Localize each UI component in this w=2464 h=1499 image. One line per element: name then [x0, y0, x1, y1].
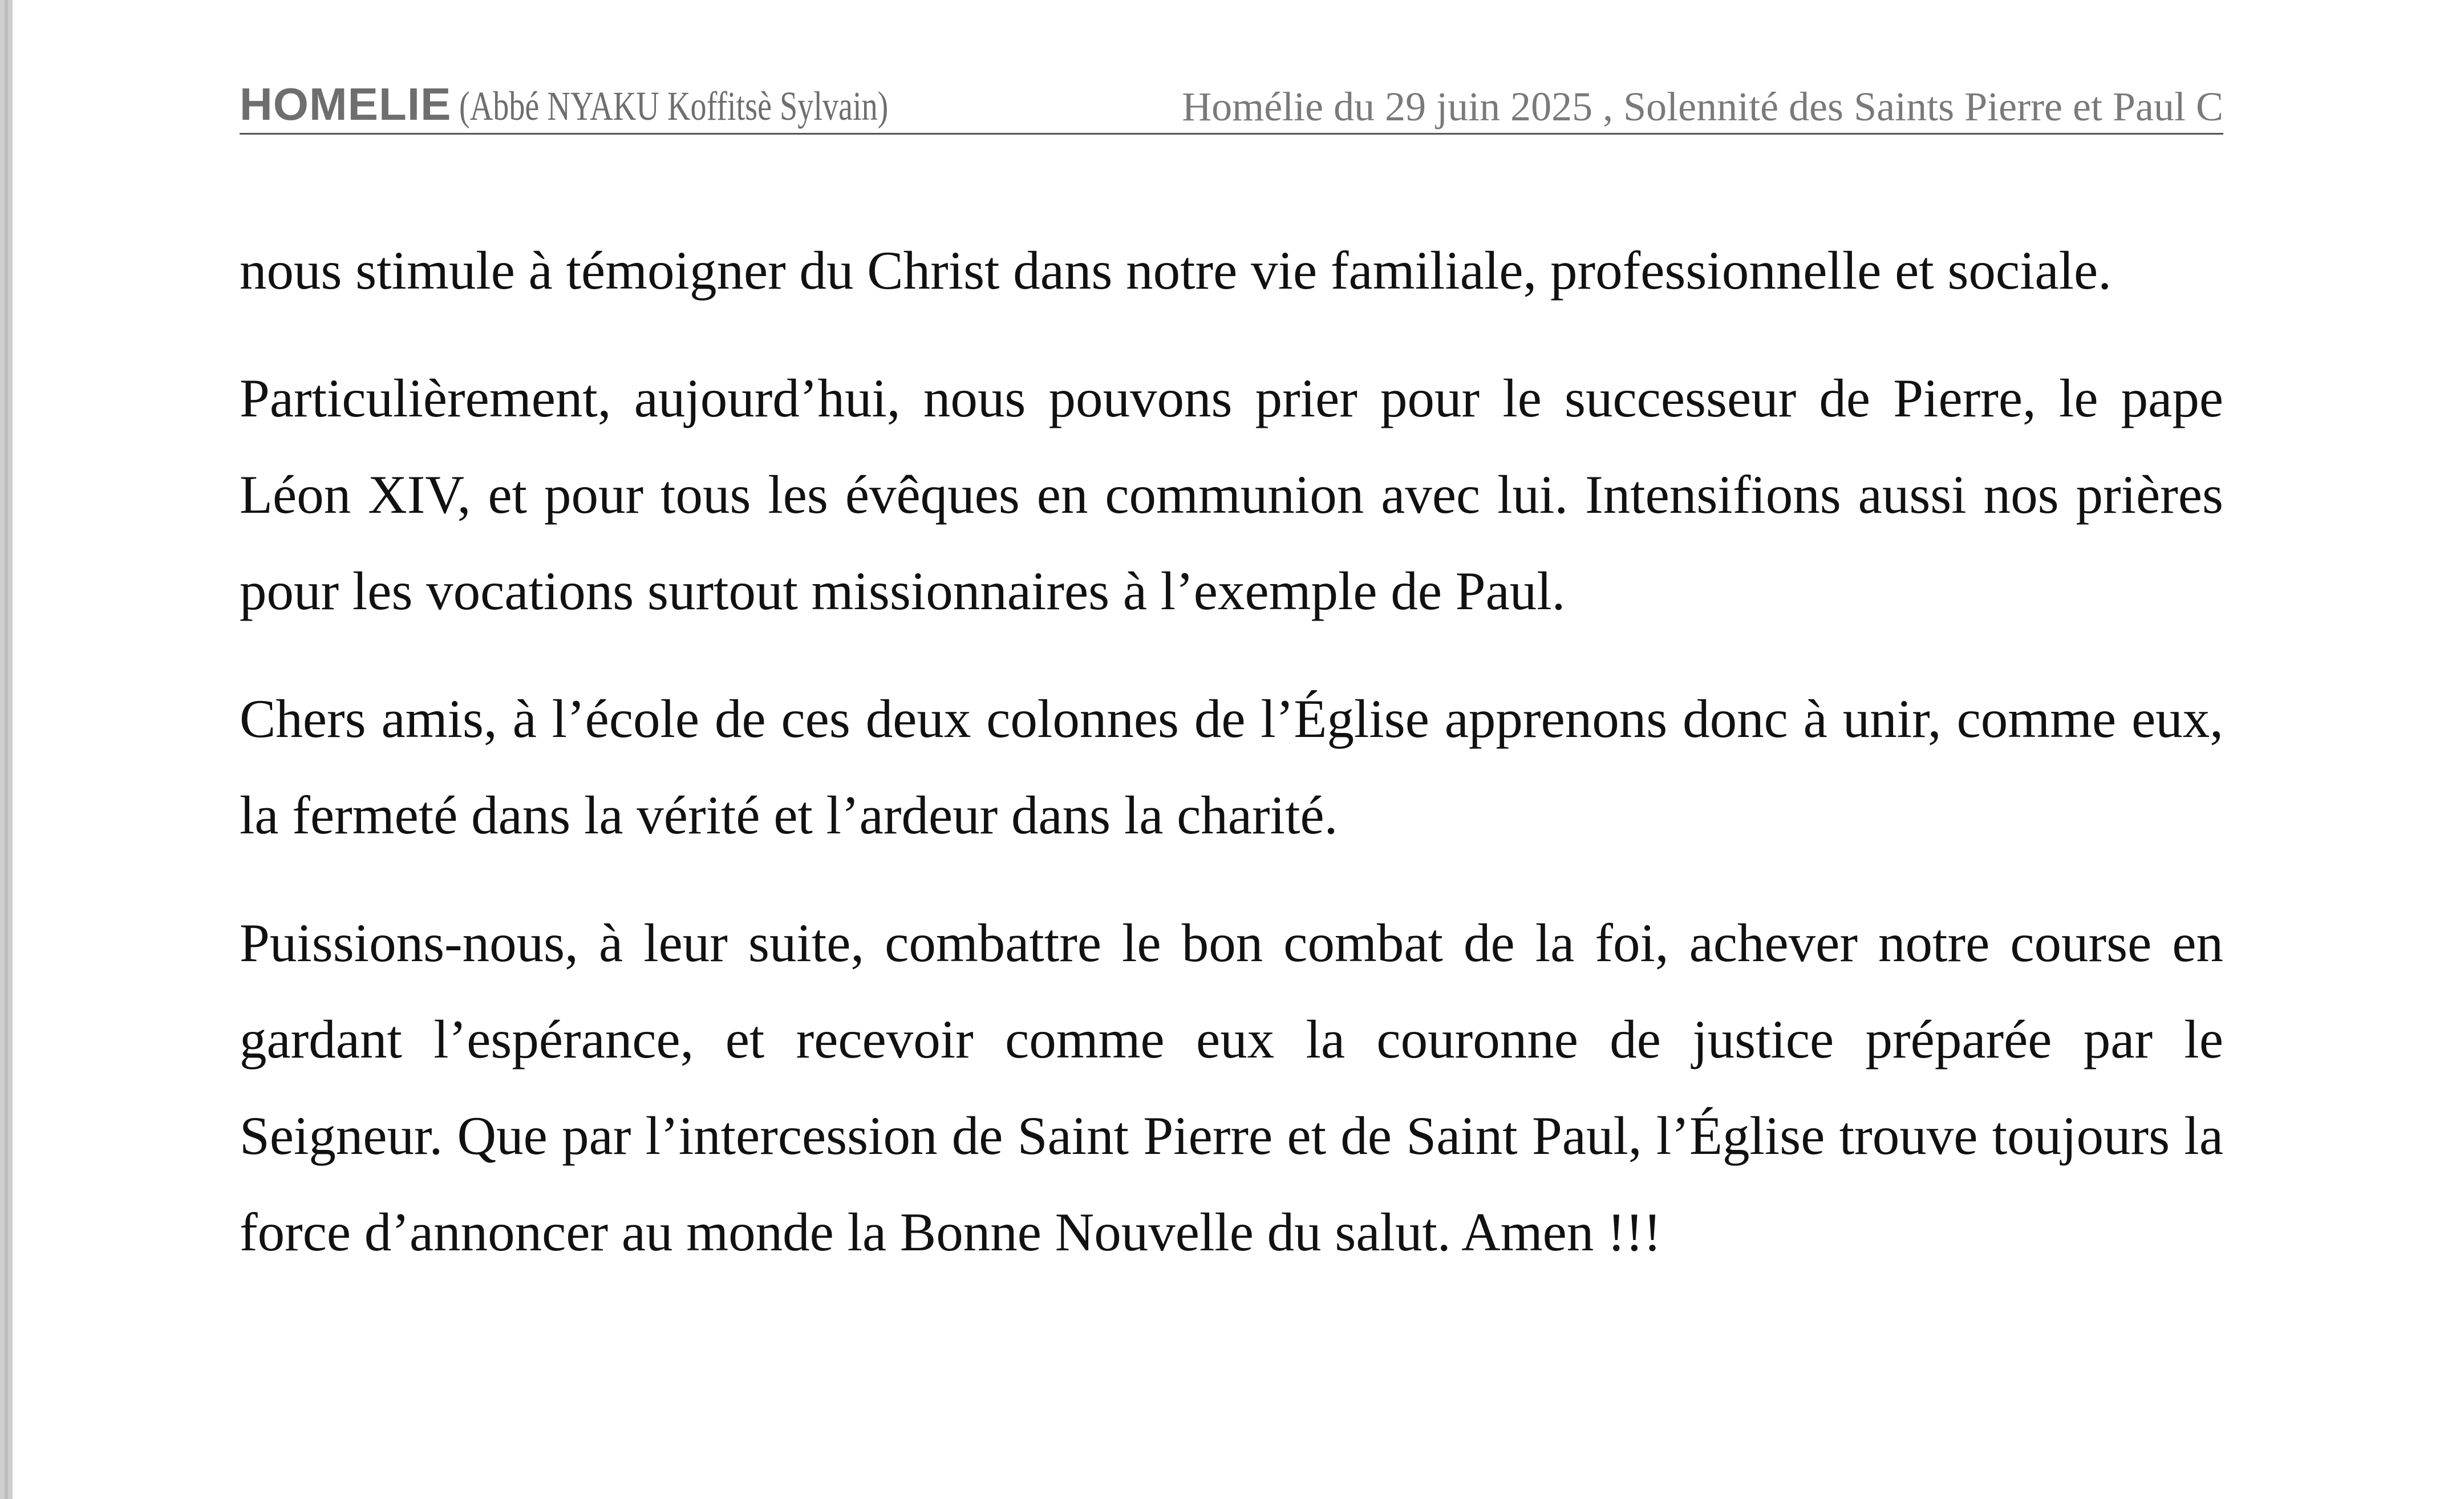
header-brand: HOMELIE [240, 79, 452, 129]
paragraph: Particulièrement, aujourd’hui, nous pouvons prier pour le successeur de Pierre, le pape Léon XIV, et pour tous les évêques en communion avec lui. Intensifions aussi nos prières pour les vocations surtout missionnaires à l’exemple de Paul. [240, 368, 2223, 621]
page-left-border [0, 0, 13, 1499]
page-left-border-line [5, 0, 8, 1499]
paragraph: nous stimule à témoigner du Christ dans notre vie familiale, professionnelle et sociale. [240, 240, 2112, 301]
header-title: Homélie du 29 juin 2025 , Solennité des Saints Pierre et Paul C [1182, 84, 2223, 129]
document-body [240, 222, 2223, 1312]
header-author: (Abbé NYAKU Koffitsè Sylvain) [459, 83, 889, 129]
paragraph: Chers amis, à l’école de ces deux colonnes de l’Église apprenons donc à unir, comme eux, la fermeté dans la vérité et l’ardeur dans la charité. [240, 688, 2223, 845]
paragraph: Puissions-nous, à leur suite, combattre le bon combat de la foi, achever notre course en gardant l’espérance, et recevoir comme eux la couronne de justice préparée par le Seigneur. Que par l’intercession de Saint Pierre et de Saint Paul, l’Église trouve toujours la force d’annoncer au monde la Bonne Nouvelle du salut. Amen !!! [240, 913, 2223, 1262]
header-left [240, 78, 1010, 131]
page-header [240, 80, 2223, 135]
